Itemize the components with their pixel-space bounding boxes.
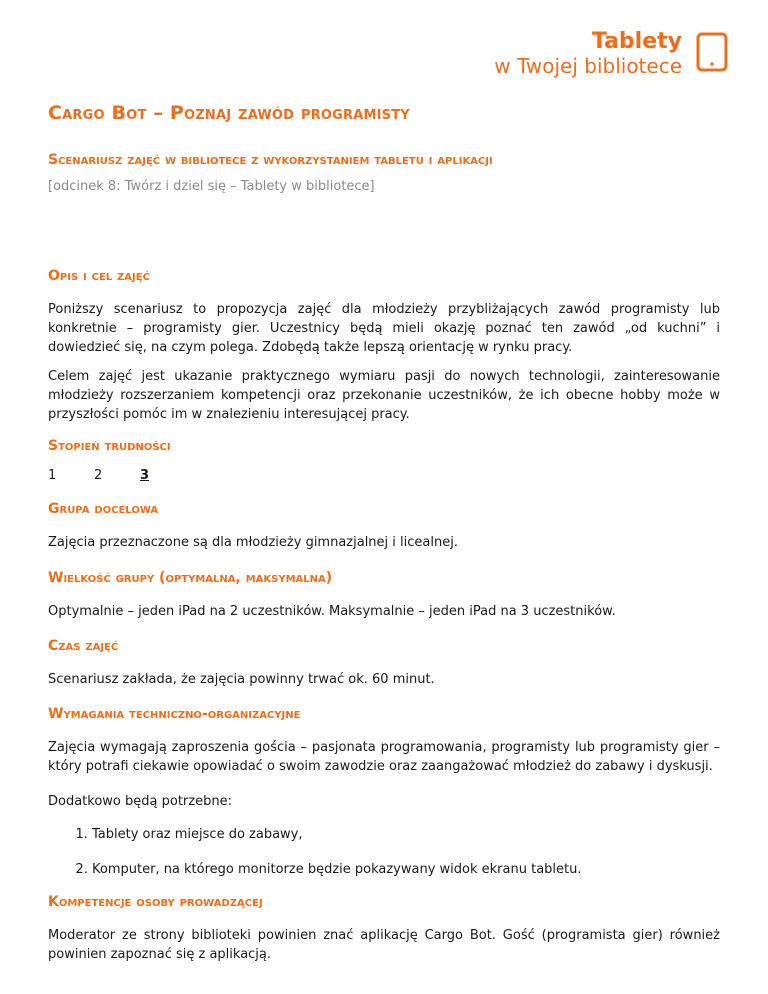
list-item: 2. Komputer, na którego monitorze będzie pokazywany widok ekranu tabletu.	[92, 860, 720, 879]
difficulty-level-1: 1	[48, 468, 57, 483]
wymagania-paragraph-1: Zajęcia wymagają zaproszenia gościa – pasjonata programowania, programisty lub programisty gier – który potrafi ciekawie opowiadać o swoim zawodzie oraz zaangażować młodzież do zabawy i dyskusji.	[48, 740, 720, 774]
section-heading-kompetencje: Kompetencje osoby prowadzącej	[48, 894, 263, 910]
wielkosc-text: Optymalnie – jeden iPad na 2 uczestników. Maksymalnie – jeden iPad na 3 uczestników.	[48, 604, 616, 619]
difficulty-level-2: 2	[94, 468, 103, 483]
opis-paragraph-2: Celem zajęć jest ukazanie praktycznego wymiaru pasji do nowych technologii, zainteresowanie młodzieży rozszerzaniem kompetencji oraz przekonanie uczestników, że ich obecne hobby może w przyszłości pomóc im w znalezieniu interesującej pracy.	[48, 369, 720, 422]
opis-paragraph-1: Poniższy scenariusz to propozycja zajęć dla młodzieży przybliżających zawód programisty lub konkretnie – programisty gier. Uczestnicy będą mieli okazję poznać ten zawód „od kuchni” i dowiedzieć się, na czym polega. Zdobędą także lepszą orientację w rynku pracy.	[48, 302, 720, 355]
kompetencje-text: Moderator ze strony biblioteki powinien znać aplikację Cargo Bot. Gość (programista gier) również powinien zapoznać się z aplikacją.	[48, 928, 720, 962]
czas-text: Scenariusz zakłada, że zajęcia powinny trwać ok. 60 minut.	[48, 672, 435, 687]
logo-line-1: Tablety	[591, 29, 682, 54]
logo-text	[494, 30, 682, 78]
requirements-list	[48, 825, 720, 879]
section-heading-opis: Opis i cel zajęć	[48, 268, 150, 284]
episode-note: [odcinek 8: Twórz i dziel się – Tablety w bibliotece]	[48, 179, 375, 194]
document-subtitle: Scenariusz zajęć w bibliotece z wykorzystaniem tabletu i aplikacji	[48, 152, 493, 168]
difficulty-levels	[48, 468, 720, 483]
document-content	[48, 102, 720, 964]
grupa-text: Zajęcia przeznaczone są dla młodzieży gimnazjalnej i licealnej.	[48, 535, 458, 550]
difficulty-level-3-selected: 3	[140, 468, 150, 483]
logo-line-2: w Twojej bibliotece	[494, 54, 682, 78]
section-heading-grupa: Grupa docelowa	[48, 501, 159, 517]
tablet-icon	[696, 32, 728, 72]
brand-logo	[494, 30, 728, 78]
document-title: Cargo Bot – Poznaj zawód programisty	[48, 102, 410, 124]
section-heading-wielkosc: Wielkość grupy (optymalna, maksymalna)	[48, 570, 333, 586]
section-heading-czas: Czas zajęć	[48, 638, 119, 654]
list-item: 1. Tablety oraz miejsce do zabawy,	[92, 825, 720, 844]
section-heading-stopien: Stopień trudności	[48, 438, 171, 454]
wymagania-paragraph-2: Dodatkowo będą potrzebne:	[48, 794, 232, 809]
section-heading-wymagania: Wymagania techniczno-organizacyjne	[48, 706, 301, 722]
